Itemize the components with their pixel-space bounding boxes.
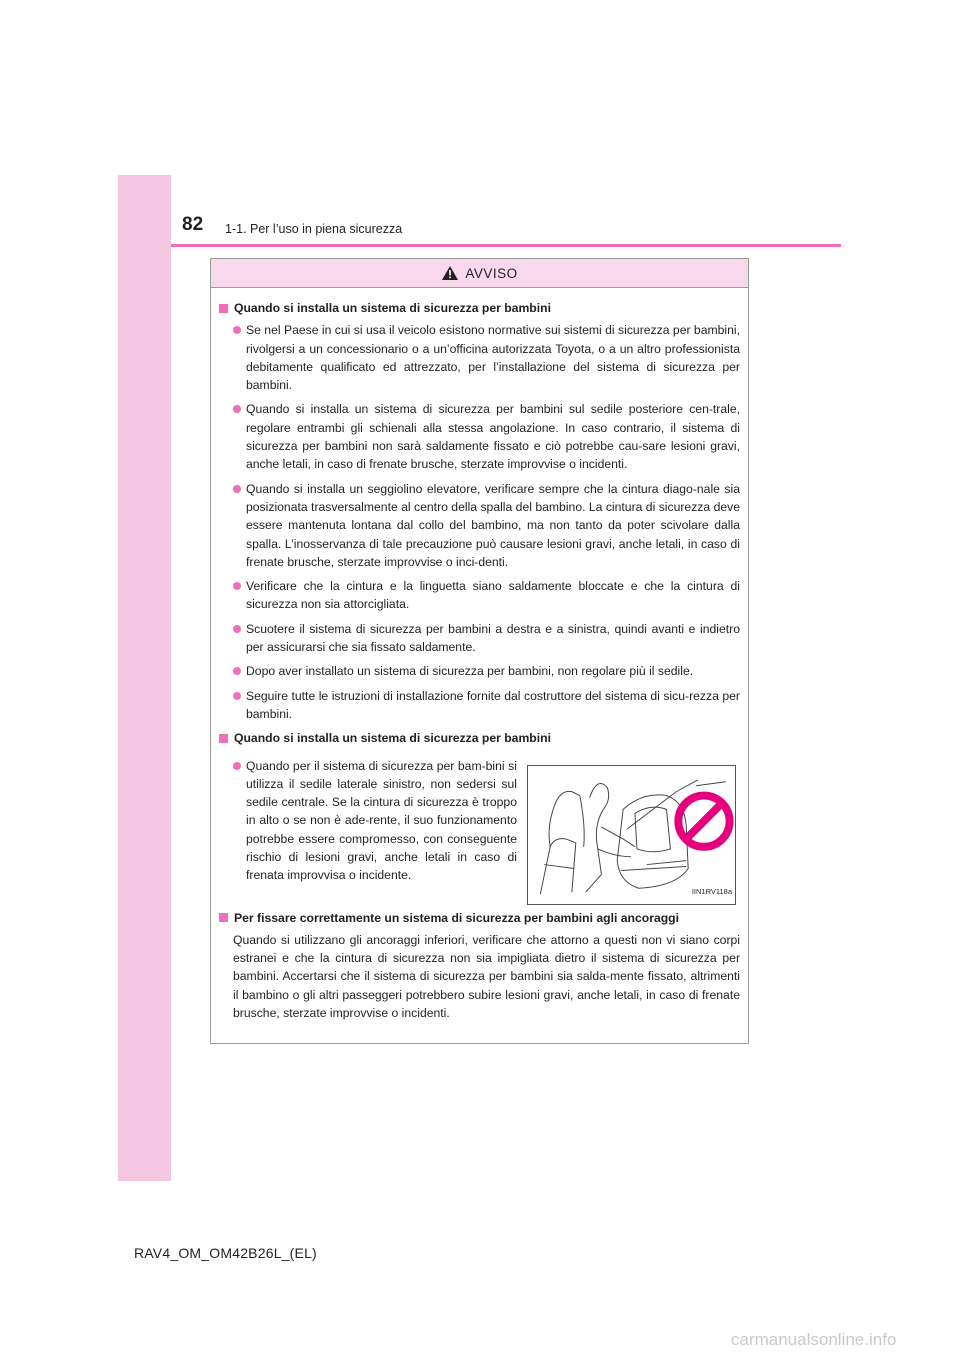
warning-title: AVVISO bbox=[465, 265, 518, 281]
warning-triangle-icon bbox=[441, 265, 459, 281]
child-seat-illustration bbox=[527, 765, 736, 905]
warning-content bbox=[211, 288, 748, 1022]
section-heading: Quando si installa un sistema di sicurezza per bambini bbox=[219, 299, 740, 317]
list-item: Quando per il sistema di sicurezza per bam-bini si utilizza il sedile laterale sinistro, non sedersi sul sedile centrale. Se la cintura di sicurezza è troppo in alto o se non è ade-rente, il suo funzionamento potrebbe essere compromesso, con conseguente rischio di lesioni gravi, anche letali in caso di frenata improvvisa o incidente. bbox=[219, 757, 517, 905]
watermark: carmanualsonline.info bbox=[731, 1330, 897, 1349]
section-title: 1-1. Per l’uso in piena sicurezza bbox=[225, 222, 403, 236]
header-rule bbox=[171, 244, 841, 247]
round-bullet-icon bbox=[233, 326, 241, 334]
list-item: Dopo aver installato un sistema di sicurezza per bambini, non regolare più il sedile. bbox=[219, 662, 740, 680]
round-bullet-icon bbox=[233, 405, 241, 413]
list-item: Quando si installa un sistema di sicurezza per bambini sul sedile posteriore cen-trale, regolare entrambi gli schienali alla stessa angolazione. In caso contrario, il sistema di sicurezza per bambini non sarà saldamente fissato e ciò potrebbe cau-sare lesioni gravi, anche letali, in caso di frenate brusche, sterzate improvvise o incidenti. bbox=[219, 400, 740, 473]
page-number: 82 bbox=[182, 214, 204, 235]
square-bullet-icon bbox=[219, 304, 228, 313]
figure-code: IIN1RV118a bbox=[691, 887, 732, 897]
round-bullet-icon bbox=[233, 667, 241, 675]
paragraph: Quando si utilizzano gli ancoraggi inferiori, verificare che attorno a questi non vi siano corpi estranei e che la cintura di sicurezza non sia impigliata dietro il sistema di sicurezza per bambini. Accertarsi che il sistema di sicurezza per bambini sia salda-mente fissato, altrimenti il bambino o gli altri passeggeri potrebbero subire lesioni gravi, anche letali, in caso di frenate brusche, sterzate improvvise o incidenti. bbox=[233, 932, 740, 1021]
square-bullet-icon bbox=[219, 913, 228, 922]
list-item: Se nel Paese in cui si usa il veicolo esistono normative sui sistemi di sicurezza per bambini, rivolgersi a un concessionario o a un’officina autorizzata Toyota, o a un altro professionista debitamente qualificato ed attrezzato, per l’installazione del sistema di sicurezza per bambini. bbox=[219, 321, 740, 394]
round-bullet-icon bbox=[233, 762, 241, 770]
document-code: RAV4_OM_OM42B26L_(EL) bbox=[134, 1245, 317, 1261]
list-item: Quando si installa un seggiolino elevatore, verificare sempre che la cintura diago-nale sia posizionata trasversalmente al centro della spalla del bambino. La cintura di sicurezza deve essere mantenuta lontana dal collo del bambino, ma non tanto da poter scivolare dalla spalla. L’inosservanza di tale precauzione può causare lesioni gravi, anche letali, in caso di frenate brusche, sterzate improvvise o inci-denti. bbox=[219, 480, 740, 571]
list-item: Scuotere il sistema di sicurezza per bambini a destra e a sinistra, quindi avanti e indietro per assicurarsi che sia fissato saldamente. bbox=[219, 620, 740, 657]
section-heading: Quando si installa un sistema di sicurezza per bambini bbox=[219, 729, 740, 747]
side-tab-band bbox=[118, 175, 171, 1181]
round-bullet-icon bbox=[233, 485, 241, 493]
round-bullet-icon bbox=[233, 692, 241, 700]
list-item: Verificare che la cintura e la linguetta siano saldamente bloccate e che la cintura di sicurezza non sia attorcigliata. bbox=[219, 577, 740, 614]
square-bullet-icon bbox=[219, 734, 228, 743]
figure-row bbox=[219, 757, 740, 905]
warning-box bbox=[210, 258, 749, 1044]
warning-header bbox=[211, 259, 748, 288]
round-bullet-icon bbox=[233, 625, 241, 633]
section-heading: Per fissare correttamente un sistema di sicurezza per bambini agli ancoraggi bbox=[219, 909, 740, 927]
list-item: Seguire tutte le istruzioni di installazione fornite dal costruttore del sistema di sicu-rezza per bambini. bbox=[219, 687, 740, 724]
round-bullet-icon bbox=[233, 582, 241, 590]
